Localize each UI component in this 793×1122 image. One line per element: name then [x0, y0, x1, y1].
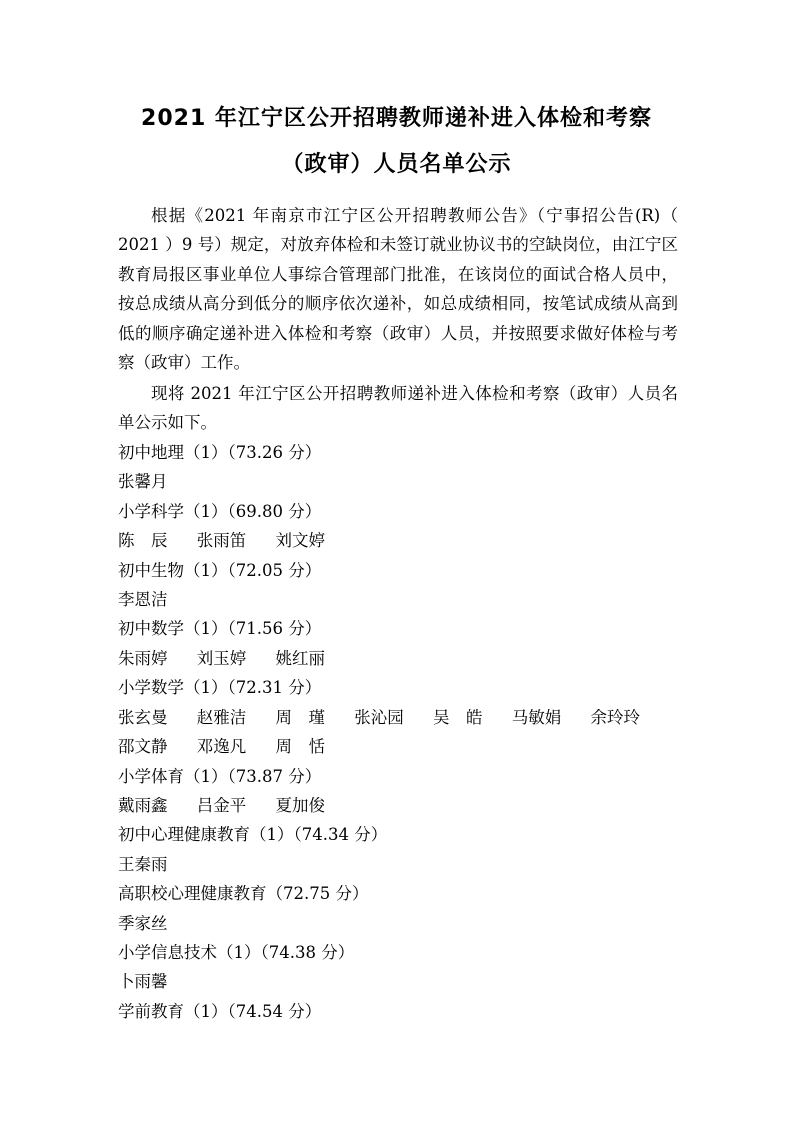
- candidate-name: 李恩洁: [118, 590, 168, 609]
- document-title-line-1: 2021 年江宁区公开招聘教师递补进入体检和考察: [141, 106, 652, 131]
- announcement-paragraph: 现将 2021 年江宁区公开招聘教师递补进入体检和考察（政审）人员名单公示如下。: [118, 384, 678, 433]
- position-heading: 初中数学（1）（71.56 分）: [118, 619, 322, 638]
- candidate-name: 邓逸凡: [196, 737, 247, 756]
- candidate-name: 夏加俊: [275, 796, 325, 815]
- candidate-name: 张玄曼: [118, 708, 168, 727]
- candidate-name: 陈 辰: [118, 531, 168, 550]
- position-heading: 初中心理健康教育（1）（74.34 分）: [118, 825, 388, 844]
- candidate-name: 赵雅洁: [196, 708, 247, 727]
- name-list: [118, 703, 640, 732]
- name-list: [118, 909, 168, 938]
- candidate-name: 周 瑾: [275, 708, 325, 727]
- intro-paragraph: 根据《2021 年南京市江宁区公开招聘教师公告》（宁事招公告(R)（ 2021 ）9 号）规定，对放弃体检和未签订就业协议书的空缺岗位，由江宁区教育局报区事业单位人事综合管理部门批准，在该岗位的面试合格人员中，按总成绩从高分到低分的顺序依次递补，如总成绩相同，按笔试成绩从高到低的顺序确定递补进入体检和考察（政审）人员，并按照要求做好体检与考察（政审）工作。: [118, 206, 678, 373]
- name-list: [118, 644, 325, 673]
- position-heading: 高职校心理健康教育（72.75 分）: [118, 884, 369, 903]
- position-heading: 小学体育（1）（73.87 分）: [118, 767, 322, 786]
- document-title-line-2: （政审）人员名单公示: [281, 152, 512, 177]
- candidate-name: 姚红丽: [275, 649, 325, 668]
- candidate-name: 卜雨馨: [118, 972, 168, 991]
- candidate-name: 王秦雨: [118, 855, 168, 874]
- name-list: [118, 585, 168, 614]
- candidate-name: 马敏娟: [511, 708, 562, 727]
- position-heading: 初中生物（1）（72.05 分）: [118, 561, 322, 580]
- name-list: [118, 791, 325, 820]
- candidate-name: 戴雨鑫: [118, 796, 168, 815]
- candidate-name: 朱雨婷: [118, 649, 168, 668]
- candidate-name: 吴 皓: [433, 708, 483, 727]
- candidate-name: 刘玉婷: [196, 649, 247, 668]
- name-list: [118, 467, 168, 496]
- candidate-name: 季家丝: [118, 914, 168, 933]
- candidate-name: 周 恬: [275, 737, 325, 756]
- candidate-name: 张沁园: [354, 708, 404, 727]
- name-list: [118, 526, 325, 555]
- candidate-name: 张馨月: [118, 472, 168, 491]
- candidate-name: 刘文婷: [275, 531, 325, 550]
- position-heading: 小学信息技术（1）（74.38 分）: [118, 943, 355, 962]
- name-list: [118, 850, 168, 879]
- position-heading: 初中地理（1）（73.26 分）: [118, 443, 322, 462]
- candidate-name: 吕金平: [196, 796, 247, 815]
- candidate-name: 张雨笛: [196, 531, 247, 550]
- position-heading: 小学数学（1）（72.31 分）: [118, 678, 322, 697]
- candidate-name: 余玲玲: [590, 708, 640, 727]
- position-heading: 学前教育（1）（74.54 分）: [118, 1002, 322, 1021]
- name-list: [118, 967, 168, 996]
- candidate-name: 邵文静: [118, 737, 168, 756]
- name-list: [118, 732, 325, 761]
- position-heading: 小学科学（1）（69.80 分）: [118, 502, 322, 521]
